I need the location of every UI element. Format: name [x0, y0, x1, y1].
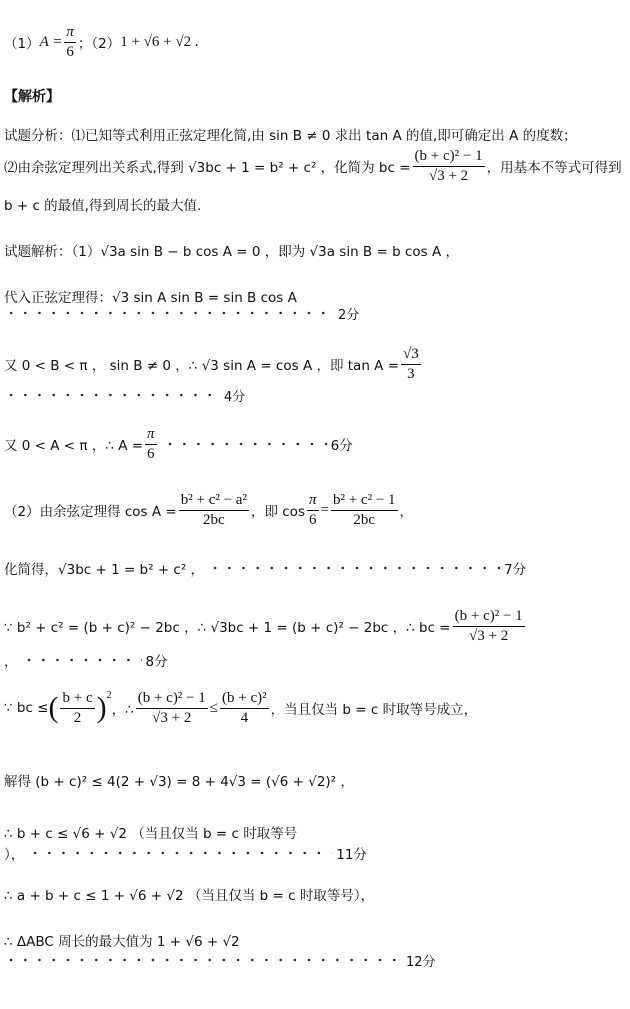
solution-step-8-text-a: ∵ bc ≤: [4, 700, 49, 716]
answer-line: [4, 24, 199, 60]
solution-step-10-cont: [4, 843, 367, 863]
half-sum-fraction: $\frac{b + c}{2}$: [62, 690, 93, 726]
solution-step-12: ∴ ΔABC 周长的最大值为 1 + √6 + √2: [4, 934, 240, 950]
analysis-text-2b: ，用基本不等式可得到: [486, 160, 622, 176]
open-paren: (: [48, 691, 59, 724]
bc-fraction: $\frac{\text{(b + c)² − 1}}{√3 + 2}$: [454, 608, 523, 644]
tan-fraction: $\frac{√3}{3}$: [403, 346, 419, 382]
solution-step-3-text: 又 0 < B < π ， sin B ≠ 0 ，∴ √3 sin A = cos A ，即 tan A =: [4, 358, 400, 374]
solution-step-8-text-d: ，当且仅当 b = c 时取等号成立，: [270, 702, 478, 718]
solution-step-10: ∴ b + c ≤ √6 + √2 （当且仅当 b = c 时取等号: [4, 826, 298, 842]
leq-sign: ≤: [209, 699, 219, 716]
solution-step-1: 试题解析：（1）√3a sin B − b cos A = 0 ，即为 √3a sin B = b cos A ，: [4, 244, 459, 260]
solution-step-11: ∴ a + b + c ≤ 1 + √6 + √2 （当且仅当 b = c 时取等号），: [4, 888, 375, 904]
solution-step-7-comma: ，: [4, 654, 18, 670]
close-paren: ): [96, 691, 107, 724]
angle-fraction: $\frac{\pi}{6}$: [147, 426, 155, 462]
points-6: 6分: [330, 438, 353, 454]
square-exponent: 2: [106, 690, 112, 701]
leader-dots-3: [4, 390, 222, 400]
analysis-text-1: ⑴已知等式利用正弦定理化简,由 sin B ≠ 0 求出 tan A 的值,即可确定出 A 的度数；: [71, 128, 577, 144]
solution-step-5-text-b: ，即 cos: [250, 504, 305, 520]
solution-step-4-text: 又 0 < A < π ，∴ A =: [4, 438, 144, 454]
leader-dots-6: [208, 563, 500, 573]
analysis-fraction: $\frac{\text{(b + c)² − 1}}{√3 + 2}$: [414, 148, 483, 184]
solution-step-7: [4, 608, 527, 644]
analysis-text-2a: ⑵由余弦定理列出关系式,得到 √3bc + 1 = b² + c² ，化简为 bc =: [4, 160, 411, 176]
equals-sign: =: [320, 501, 329, 518]
pi-six-fraction: $\frac{\pi}{6}$: [308, 492, 317, 528]
analysis-line-1: [4, 124, 577, 144]
analysis-line-3: b + c 的最值,得到周长的最大值.: [4, 198, 202, 214]
cos-fraction: $\frac{\text{b² + c² − a²}}{2bc}$: [180, 492, 247, 528]
analysis-label: 试题分析：: [4, 128, 72, 144]
solution-step-5-text-d: ，: [399, 504, 414, 520]
solution-step-10-close: ），: [4, 847, 25, 863]
solution-step-9: 解得 (b + c)² ≤ 4(2 + √3) = 8 + 4√3 = (√6 + √2)² ，: [4, 774, 354, 790]
leader-dots-4: [163, 439, 327, 449]
solution-step-6-text: 化简得，√3bc + 1 = b² + c² ，: [4, 562, 205, 578]
ineq-left-fraction: $\frac{\text{(b + c)² − 1}}{√3 + 2}$: [137, 690, 206, 726]
solution-step-8-text-b: ，∴: [111, 702, 134, 718]
solution-step-8: [4, 690, 477, 726]
answer-part1-label: （1）: [4, 36, 40, 52]
analysis-line-2: [4, 148, 622, 184]
points-11: 11分: [336, 847, 367, 863]
leader-dots-7: [22, 655, 142, 665]
answer-part1-expr: A =: [39, 33, 63, 50]
ineq-right-fraction: $\frac{\text{(b + c)²}}{4}$: [222, 690, 267, 726]
leader-dots-10: [28, 848, 332, 858]
leader-dots-12: [4, 955, 402, 965]
points-4: 4分: [224, 390, 246, 405]
solution-step-2: 代入正弦定理得：√3 sin A sin B = sin B cos A: [4, 290, 297, 306]
solution-step-4: [4, 426, 353, 462]
solution-step-7-cont: [4, 650, 168, 670]
solution-step-3: [4, 346, 423, 382]
leader-dots-2: [4, 308, 336, 318]
points-2: 2分: [338, 308, 360, 323]
solution-step-6: [4, 558, 526, 578]
points-12: 12分: [406, 955, 436, 970]
answer-part2-expr: 1 + √6 + √2 .: [120, 33, 199, 50]
points-7: 7分: [504, 562, 527, 578]
solution-step-7-text: ∵ b² + c² = (b + c)² − 2bc ，∴ √3bc + 1 = (b + c)² − 2bc ，∴ bc =: [4, 620, 451, 636]
solution-step-5-text-a: （2）由余弦定理得 cos A =: [4, 504, 177, 520]
solution-step-5: [4, 492, 413, 528]
points-8: 8分: [145, 654, 168, 670]
answer-separator: ；（2）: [77, 36, 121, 52]
cos-pi-six-fraction: $\frac{\text{b² + c² − 1}}{2bc}$: [332, 492, 396, 528]
analysis-heading: 【解析】: [4, 89, 60, 105]
answer-part1-fraction: $\frac{\pi}{6}$: [66, 24, 74, 60]
